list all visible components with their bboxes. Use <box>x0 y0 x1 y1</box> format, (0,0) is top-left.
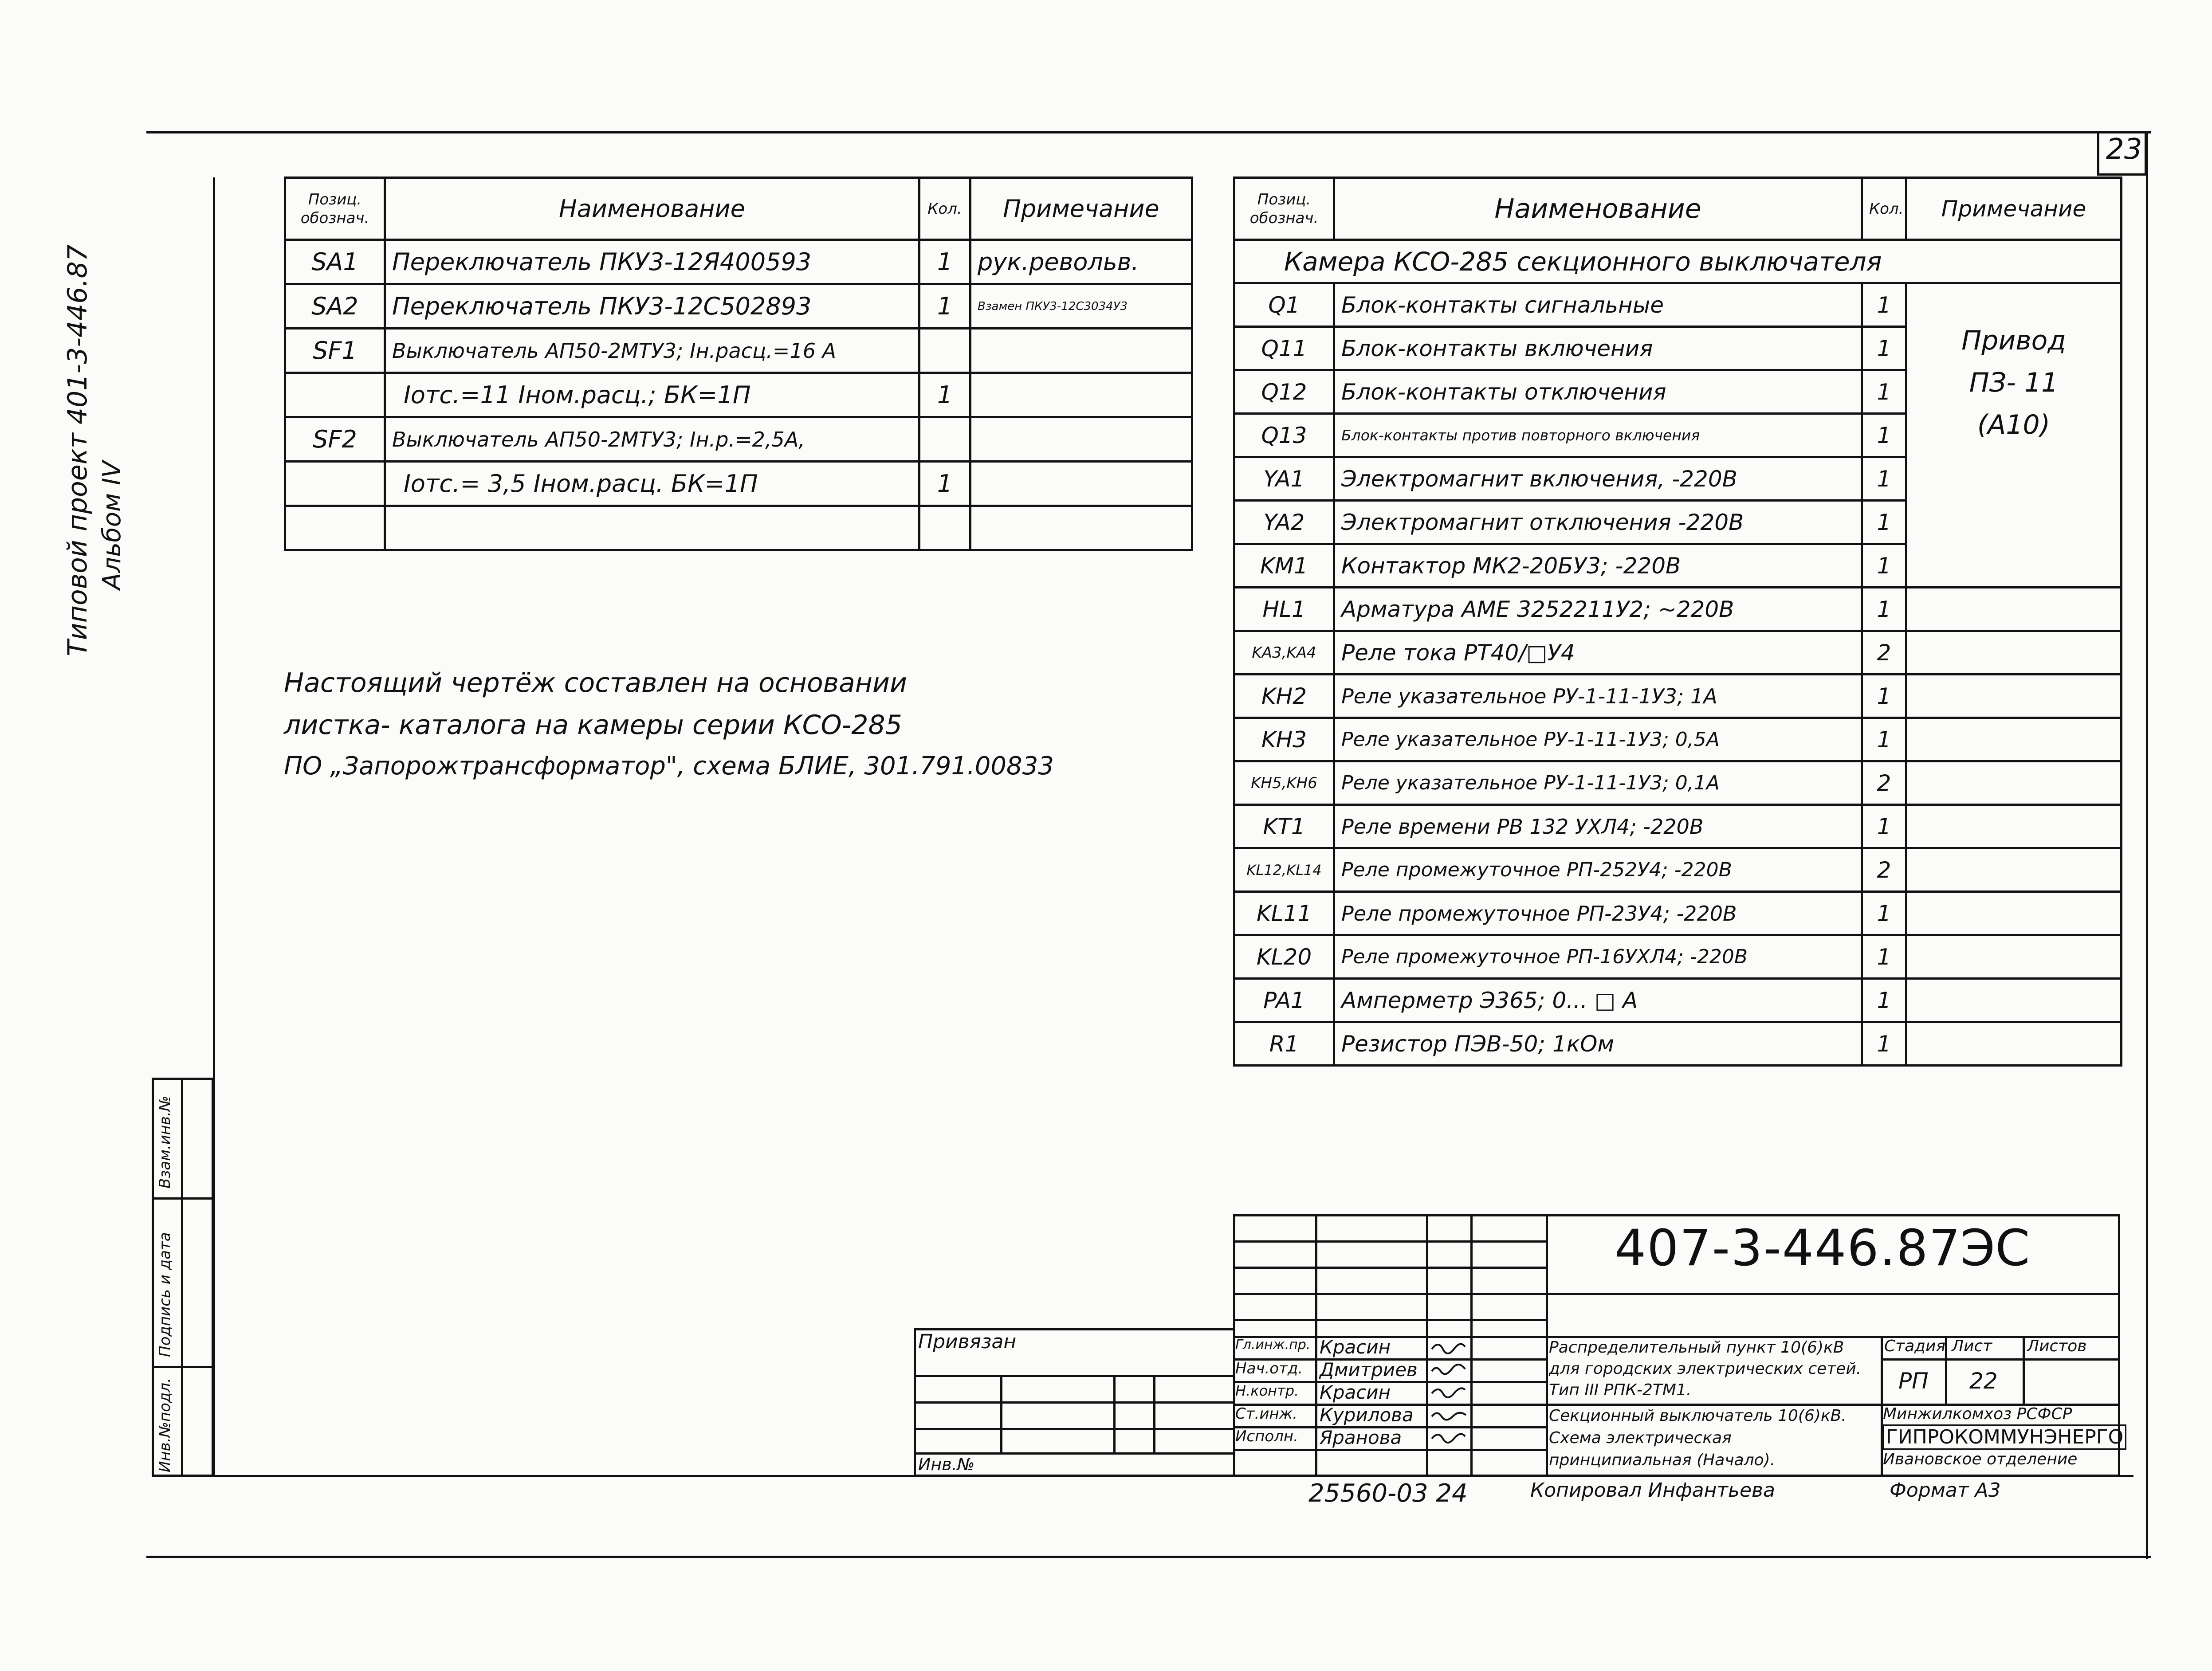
cell-note <box>1906 805 2122 848</box>
cell-qty: 1 <box>1862 892 1906 935</box>
tb-grid-v <box>1315 1214 1317 1477</box>
cell-name: Контактор МК2-20БУ3; -220В <box>1334 544 1862 588</box>
cell-qty: 1 <box>1862 979 1906 1022</box>
cell-pos: KH5,KH6 <box>1234 761 1334 805</box>
tb-grid-h <box>1233 1240 1546 1243</box>
table-row <box>285 417 1192 462</box>
cell-pos: KT1 <box>1234 805 1334 848</box>
cell-pos: Q12 <box>1234 370 1334 414</box>
cell-name: Блок-контакты отключения <box>1334 370 1862 414</box>
cell-name: Реле указательное РУ-1-11-1У3; 1А <box>1334 675 1862 718</box>
cell-note <box>1906 675 2122 718</box>
col-header-qty: Кол. <box>919 178 970 240</box>
cell-qty: 1 <box>1862 327 1906 370</box>
table-row <box>1234 935 2122 979</box>
linked-label: Привязан <box>918 1330 1017 1353</box>
person-name: Яранова <box>1320 1427 1402 1448</box>
table-row <box>285 506 1192 550</box>
document-title-1: Распределительный пункт 10(6)кВ для городских электрических сетей. Тип III РПК-2ТМ1. <box>1549 1338 1862 1399</box>
col-header-name: Наименование <box>385 178 919 240</box>
cell-pos: KL11 <box>1234 892 1334 935</box>
cell-pos: KL20 <box>1234 935 1334 979</box>
cell-note <box>970 506 1192 550</box>
tb-grid-h <box>1233 1319 1546 1321</box>
left-stamp-divider <box>181 1078 183 1477</box>
table-row <box>1234 805 2122 848</box>
left-stamp-row <box>152 1197 214 1200</box>
table-row <box>1234 848 2122 892</box>
cell-pos: SF1 <box>285 329 385 373</box>
note-line-1: Настоящий чертёж составлен на основании <box>284 667 908 698</box>
table-row <box>285 240 1192 284</box>
top-border-line <box>146 131 2151 133</box>
table-row <box>1234 1022 2122 1066</box>
cell-qty: 1 <box>919 284 970 329</box>
cell-pos: Q11 <box>1234 327 1334 370</box>
role-label: Ст.инж. <box>1235 1405 1298 1423</box>
cell-name: Реле промежуточное РП-16УХЛ4; -220В <box>1334 935 1862 979</box>
cell-note <box>970 417 1192 462</box>
cell-qty: 1 <box>919 240 970 284</box>
role-label: Гл.инж.пр. <box>1235 1337 1311 1353</box>
cell-name: Арматура АМЕ 3252211У2; ~220В <box>1334 588 1862 631</box>
cell-qty: 2 <box>1862 631 1906 675</box>
cell-name: Реле промежуточное РП-23У4; -220В <box>1334 892 1862 935</box>
sheet-value: 22 <box>1969 1368 1998 1394</box>
cell-name: Реле указательное РУ-1-11-1У3; 0,5А <box>1334 718 1862 761</box>
cell-note <box>970 329 1192 373</box>
linked-grid-v <box>1000 1375 1002 1452</box>
cell-qty <box>919 329 970 373</box>
table-row <box>285 462 1192 506</box>
cell-qty: 1 <box>919 373 970 417</box>
right-border-line <box>2146 131 2148 1559</box>
cell-name <box>385 506 919 550</box>
role-label: Нач.отд. <box>1235 1360 1303 1377</box>
cell-note <box>1906 1022 2122 1066</box>
table-row <box>1234 718 2122 761</box>
table-row <box>1234 675 2122 718</box>
table-row <box>1234 761 2122 805</box>
cell-qty: 1 <box>1862 457 1906 501</box>
cell-qty: 1 <box>1862 718 1906 761</box>
note-line-3: ПО „Запорожтрансформатор", схема БЛИЕ, 301.791.00833 <box>284 752 1054 781</box>
cell-pos: KL12,KL14 <box>1234 848 1334 892</box>
cell-qty: 1 <box>1862 414 1906 457</box>
tb-grid-h <box>1881 1358 2120 1361</box>
cell-name: Блок-контакты включения <box>1334 327 1862 370</box>
cell-qty: 1 <box>1862 935 1906 979</box>
table-row <box>1234 979 2122 1022</box>
linked-grid-h <box>914 1428 1235 1430</box>
document-title-2: Секционный выключатель 10(6)кВ. Схема электрическая принципиальная (Начало). <box>1549 1407 1847 1469</box>
linked-grid-h <box>914 1401 1235 1404</box>
cell-qty <box>919 417 970 462</box>
tb-grid-v <box>1470 1214 1473 1477</box>
table-row <box>1234 631 2122 675</box>
cell-name: Переключатель ПКУ3-12Я400593 <box>385 240 919 284</box>
header-stage: Стадия <box>1884 1337 1946 1355</box>
table-row <box>285 284 1192 329</box>
inventory-label: Инв.№ <box>918 1455 975 1474</box>
col-header-position: Позиц. обознач. <box>1234 178 1334 240</box>
side-album-title: Альбом IV <box>98 461 126 590</box>
cell-name: Электромагнит отключения -220В <box>1334 501 1862 544</box>
table-row <box>285 329 1192 373</box>
side-project-title: Типовой проект 401-3-446.87 <box>62 244 93 656</box>
linked-grid-h <box>914 1375 1235 1377</box>
header-sheet: Лист <box>1952 1337 1992 1355</box>
stamp-label-inventory: Инв.№подл. <box>156 1378 174 1472</box>
cell-note <box>970 462 1192 506</box>
cell-pos <box>285 506 385 550</box>
cell-pos: KM1 <box>1234 544 1334 588</box>
page-number: 23 <box>2106 133 2142 166</box>
header-sheets: Листов <box>2027 1337 2087 1355</box>
org-institute: ГИПРОКОММУНЭНЕРГО <box>1883 1424 2126 1450</box>
cell-name: Выключатель АП50-2МТУ3; Iн.р.=2,5А, <box>385 417 919 462</box>
note-line-2: листка- каталога на камеры серии КСО-285 <box>284 710 902 741</box>
cell-note <box>970 373 1192 417</box>
table-row <box>1234 892 2122 935</box>
archive-number: 25560-03 24 <box>1308 1479 1468 1508</box>
cell-name: Переключатель ПКУ3-12С502893 <box>385 284 919 329</box>
org-branch: Ивановское отделение <box>1883 1450 2078 1468</box>
format-label: Формат А3 <box>1890 1479 2001 1502</box>
cell-qty: 1 <box>1862 1022 1906 1066</box>
tb-grid-h <box>1233 1449 1546 1451</box>
bottom-border-line <box>146 1556 2151 1558</box>
cell-qty: 1 <box>1862 370 1906 414</box>
cell-pos: KH3 <box>1234 718 1334 761</box>
cell-pos: HL1 <box>1234 588 1334 631</box>
cell-pos: KA3,KA4 <box>1234 631 1334 675</box>
section-title: Камера КСО-285 секционного выключателя <box>1234 240 2122 283</box>
col-header-qty: Кол. <box>1862 178 1906 240</box>
tb-grid-h <box>1233 1293 2120 1295</box>
cell-name: Iотс.=11 Iном.расц.; БК=1П <box>385 373 919 417</box>
tb-grid-v <box>1546 1214 1548 1477</box>
cell-pos <box>285 373 385 417</box>
cell-name: Реле времени РВ 132 УХЛ4; -220В <box>1334 805 1862 848</box>
tb-grid-v <box>2023 1336 2025 1404</box>
cell-note <box>1906 892 2122 935</box>
cell-qty: 2 <box>1862 848 1906 892</box>
stamp-label-replace: Взам.инв.№ <box>156 1095 174 1189</box>
cell-name: Амперметр Э365; 0... □ А <box>1334 979 1862 1022</box>
cell-note <box>1906 979 2122 1022</box>
role-label: Н.контр. <box>1235 1382 1299 1399</box>
drawing-code: 407-3-446.87 <box>1615 1220 1961 1277</box>
cell-qty: 1 <box>1862 675 1906 718</box>
stamp-label-signature: Подпись и дата <box>156 1232 174 1357</box>
person-name: Курилова <box>1320 1404 1414 1426</box>
cell-qty: 1 <box>1862 501 1906 544</box>
person-name: Красин <box>1320 1381 1391 1403</box>
spec-table-left <box>284 177 1193 551</box>
cell-pos: SA1 <box>285 240 385 284</box>
cell-name: Выключатель АП50-2МТУ3; Iн.расц.=16 А <box>385 329 919 373</box>
cell-qty: 1 <box>919 462 970 506</box>
tb-grid-h <box>1233 1267 1546 1269</box>
cell-name: Электромагнит включения, -220В <box>1334 457 1862 501</box>
cell-note <box>1906 718 2122 761</box>
col-header-note: Примечание <box>1906 178 2122 240</box>
person-name: Дмитриев <box>1320 1359 1418 1381</box>
col-header-name: Наименование <box>1334 178 1862 240</box>
cell-pos: Q13 <box>1234 414 1334 457</box>
cell-name: Резистор ПЭВ-50; 1кОм <box>1334 1022 1862 1066</box>
cell-qty: 1 <box>1862 283 1906 327</box>
table-row <box>1234 588 2122 631</box>
cell-pos: KH2 <box>1234 675 1334 718</box>
cell-name: Реле промежуточное РП-252У4; -220В <box>1334 848 1862 892</box>
cell-note <box>1906 848 2122 892</box>
spec-table-right <box>1233 177 2122 1067</box>
linked-grid-v <box>1153 1375 1155 1452</box>
cell-note <box>1906 588 2122 631</box>
cell-pos: Q1 <box>1234 283 1334 327</box>
cell-qty <box>919 506 970 550</box>
copied-by: Копировал Инфантьева <box>1530 1479 1775 1502</box>
drive-note-cell <box>1906 283 2122 588</box>
cell-name: Реле тока РТ40/□У4 <box>1334 631 1862 675</box>
cell-qty: 1 <box>1862 588 1906 631</box>
cell-name: Блок-контакты против повторного включения <box>1334 414 1862 457</box>
drive-note-line: Привод <box>1961 325 2066 356</box>
table-row <box>1234 283 2122 327</box>
drive-note-line: ПЗ- 11 <box>1969 367 2059 398</box>
person-name: Красин <box>1320 1336 1391 1358</box>
cell-note <box>1906 935 2122 979</box>
cell-pos: R1 <box>1234 1022 1334 1066</box>
table-row <box>285 373 1192 417</box>
drive-note-line: (А10) <box>1977 409 2051 440</box>
cell-note <box>1906 631 2122 675</box>
stage-value: РП <box>1898 1368 1929 1394</box>
cell-pos: YA1 <box>1234 457 1334 501</box>
org-ministry: Минжилкомхоз РСФСР <box>1883 1405 2072 1423</box>
cell-pos: SA2 <box>285 284 385 329</box>
col-header-position: Позиц. обознач. <box>285 178 385 240</box>
cell-pos <box>285 462 385 506</box>
cell-note: рук.револьв. <box>970 240 1192 284</box>
cell-name: Реле указательное РУ-1-11-1У3; 0,1А <box>1334 761 1862 805</box>
cell-qty: 1 <box>1862 544 1906 588</box>
cell-qty: 1 <box>1862 805 1906 848</box>
drawing-mark: ЭС <box>1961 1220 2030 1277</box>
col-header-note: Примечание <box>970 178 1192 240</box>
cell-name: Блок-контакты сигнальные <box>1334 283 1862 327</box>
signatures <box>1428 1336 1470 1449</box>
cell-qty: 2 <box>1862 761 1906 805</box>
cell-pos: YA2 <box>1234 501 1334 544</box>
cell-name: Iотс.= 3,5 Iном.расц. БК=1П <box>385 462 919 506</box>
left-stamp-row <box>152 1366 214 1368</box>
cell-pos: SF2 <box>285 417 385 462</box>
linked-grid-v <box>1113 1375 1116 1452</box>
cell-pos: PA1 <box>1234 979 1334 1022</box>
role-label: Исполн. <box>1235 1428 1298 1445</box>
cell-note: Взамен ПКУ3-12С3034У3 <box>970 284 1192 329</box>
cell-note <box>1906 761 2122 805</box>
